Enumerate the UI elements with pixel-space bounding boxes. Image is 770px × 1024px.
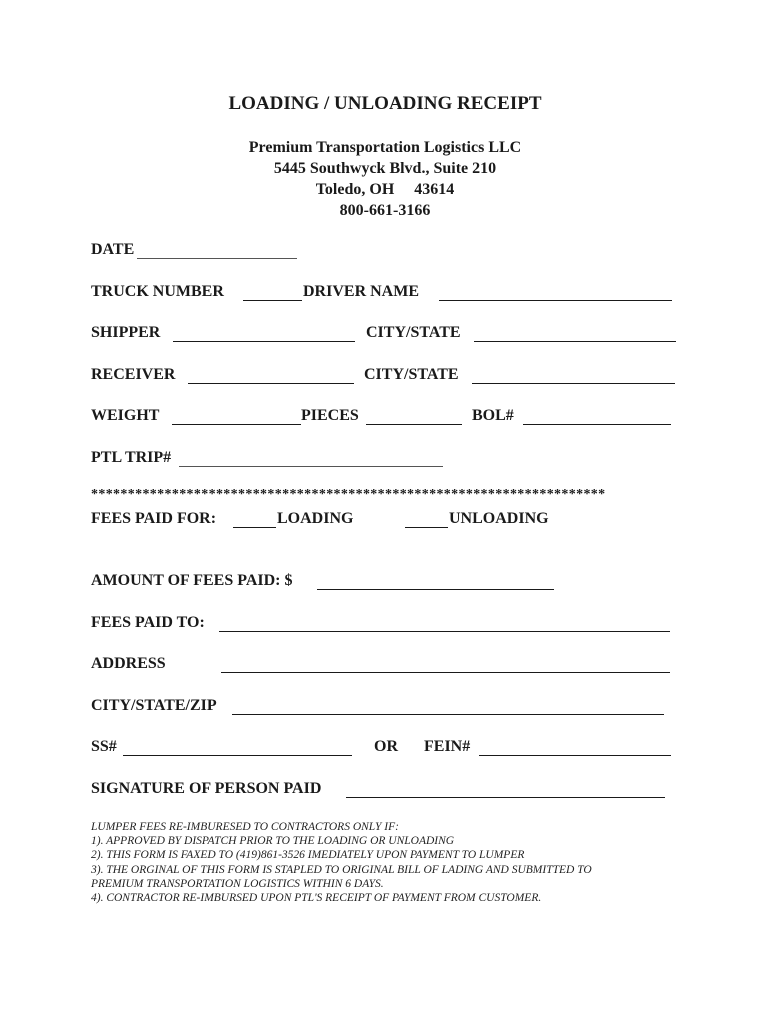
asterisk-separator: ********************************************************************** [91, 487, 606, 502]
note-line: PREMIUM TRANSPORTATION LOGISTICS WITHIN 6 DAYS. [91, 877, 384, 890]
driver-name-field[interactable] [439, 300, 672, 301]
city-state-zip-field[interactable] [232, 714, 664, 715]
receiver-label: RECEIVER [91, 366, 176, 383]
fees-paid-for-label: FEES PAID FOR: [91, 510, 217, 527]
unloading-checkbox-line[interactable] [405, 527, 448, 528]
shipper-city-state-label: CITY/STATE [366, 324, 461, 341]
receiver-field[interactable] [188, 383, 354, 384]
signature-label: SIGNATURE OF PERSON PAID [91, 780, 322, 797]
company-city-line: Toledo, OH 43614 [315, 181, 455, 198]
loading-label: LOADING [277, 510, 354, 527]
amount-label: AMOUNT OF FEES PAID: $ [91, 572, 293, 589]
note-line: LUMPER FEES RE-IMBURESED TO CONTRACTORS ONLY IF: [91, 821, 399, 833]
ss-field[interactable] [123, 755, 352, 756]
amount-field[interactable] [317, 589, 554, 590]
shipper-label: SHIPPER [91, 324, 161, 341]
form-title: LOADING / UNLOADING RECEIPT [228, 93, 542, 114]
bol-label: BOL# [472, 407, 514, 424]
weight-label: WEIGHT [91, 407, 160, 424]
ptl-trip-field[interactable] [179, 466, 443, 467]
loading-checkbox-line[interactable] [233, 527, 276, 528]
weight-field[interactable] [172, 424, 301, 425]
address-field[interactable] [221, 672, 670, 673]
note-line: 1). APPROVED BY DISPATCH PRIOR TO THE LOADING OR UNLOADING [91, 835, 455, 848]
date-field[interactable] [137, 258, 297, 259]
signature-field[interactable] [346, 797, 665, 798]
date-label: DATE [91, 241, 135, 258]
truck-number-label: TRUCK NUMBER [91, 283, 224, 300]
pieces-field[interactable] [366, 424, 462, 425]
reimbursement-notes [91, 820, 592, 905]
fein-label: FEIN# [424, 738, 471, 755]
receiver-city-state-field[interactable] [472, 383, 675, 384]
truck-number-field[interactable] [243, 300, 302, 301]
driver-name-label: DRIVER NAME [303, 283, 419, 300]
bol-field[interactable] [523, 424, 671, 425]
ptl-trip-label: PTL TRIP# [91, 449, 172, 466]
company-address: 5445 Southwyck Blvd., Suite 210 [273, 160, 497, 177]
company-phone: 800-661-3166 [339, 202, 431, 219]
fees-paid-to-field[interactable] [219, 631, 670, 632]
receiver-city-state-label: CITY/STATE [364, 366, 459, 383]
company-header [0, 137, 770, 221]
fees-paid-to-label: FEES PAID TO: [91, 614, 205, 631]
note-line: 4). CONTRACTOR RE-IMBURSED UPON PTL'S RECEIPT OF PAYMENT FROM CUSTOMER. [91, 892, 542, 905]
address-label: ADDRESS [91, 655, 166, 672]
company-name: Premium Transportation Logistics LLC [248, 139, 522, 156]
shipper-field[interactable] [173, 341, 355, 342]
pieces-label: PIECES [301, 407, 359, 424]
unloading-label: UNLOADING [449, 510, 549, 527]
or-label: OR [374, 738, 398, 755]
note-line: 3). THE ORGINAL OF THIS FORM IS STAPLED TO ORIGINAL BILL OF LADING AND SUBMITTED TO [91, 863, 592, 876]
city-state-zip-label: CITY/STATE/ZIP [91, 697, 217, 714]
fein-field[interactable] [479, 755, 671, 756]
shipper-city-state-field[interactable] [474, 341, 676, 342]
note-line: 2). THIS FORM IS FAXED TO (419)861-3526 IMEDIATELY UPON PAYMENT TO LUMPER [91, 849, 525, 862]
ss-label: SS# [91, 738, 117, 755]
